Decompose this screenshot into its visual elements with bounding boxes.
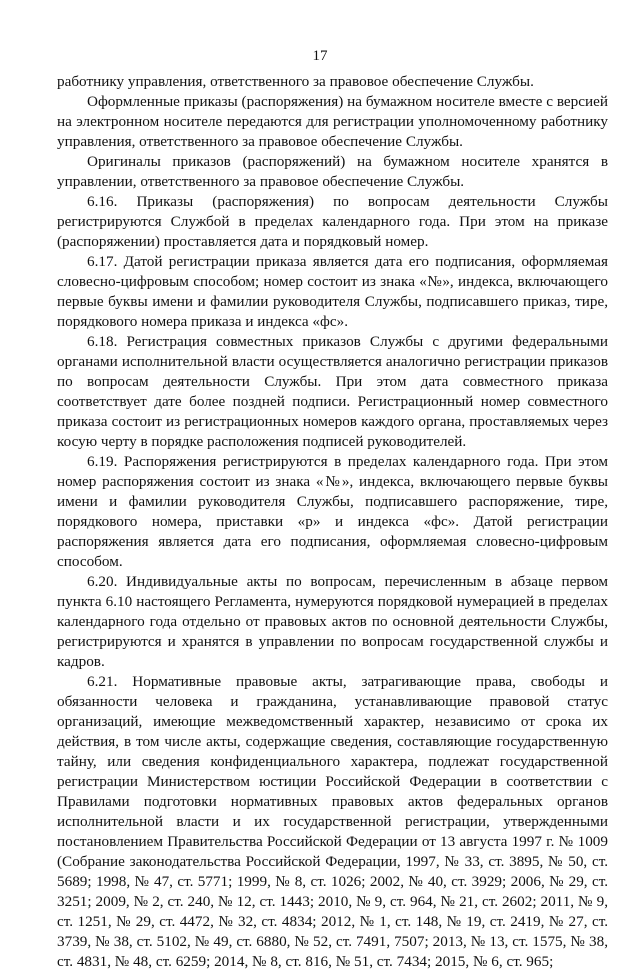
paragraph-6-19: 6.19. Распоряжения регистрируются в пределах календарного года. При этом номер распоряжения состоит из знака «№», индекса, включающего первые буквы имени и фамилии руководителя Службы, подписавшего распоряжение, тире, порядкового номера, приставки «р» и индекса «фс». Датой регистрации распоряжения является дата его подписания, оформляемая словесно-цифровым способом. [57, 453, 608, 570]
paragraph: Оригиналы приказов (распоряжений) на бумажном носителе хранятся в управлении, ответственного за правовое обеспечение Службы. [57, 153, 608, 190]
paragraph-6-17: 6.17. Датой регистрации приказа является дата его подписания, оформляемая словесно-цифровым способом; номер состоит из знака «№», индекса, включающего первые буквы имени и фамилии руководителя Службы, подписавшего приказ, тире, порядкового номера приказа и индекса «фс». [57, 253, 608, 330]
paragraph-6-16: 6.16. Приказы (распоряжения) по вопросам деятельности Службы регистрируются Службой в пределах календарного года. При этом на приказе (распоряжении) проставляется дата и порядковый номер. [57, 193, 608, 250]
document-body [57, 72, 608, 972]
paragraph: Оформленные приказы (распоряжения) на бумажном носителе вместе с версией на электронном носителе передаются для регистрации уполномоченному работнику управления, ответственного за правовое обеспечение Службы. [57, 93, 608, 150]
paragraph-6-21: 6.21. Нормативные правовые акты, затрагивающие права, свободы и обязанности человека и гражданина, устанавливающие правовой статус организаций, имеющие межведомственный характер, независимо от срока их действия, в том числе акты, содержащие сведения, составляющие государственную тайну, или сведения конфиденциального характера, подлежат государственной регистрации Министерством юстиции Российской Федерации в соответствии с Правилами подготовки нормативных правовых актов федеральных органов исполнительной власти и их государственной регистрации, утвержденными постановлением Правительства Российской Федерации от 13 августа 1997 г. № 1009 (Собрание законодательства Российской Федерации, 1997, № 33, ст. 3895, № 50, ст. 5689; 1998, № 47, ст. 5771; 1999, № 8, ст. 1026; 2002, № 40, ст. 3929; 2006, № 29, ст. 3251; 2009, № 2, ст. 240, № 12, ст. 1443; 2010, № 9, ст. 964, № 21, ст. 2602; 2011, № 9, ст. 1251, № 29, ст. 4472, № 32, ст. 4834; 2012, № 1, ст. 148, № 19, ст. 2419, № 27, ст. 3739, № 38, ст. 5102, № 49, ст. 6880, № 52, ст. 7491, 7507; 2013, № 13, ст. 1575, № 38, ст. 4831, № 48, ст. 6259; 2014, № 8, ст. 816, № 51, ст. 7434; 2015, № 6, ст. 965; [57, 673, 608, 970]
paragraph-6-18: 6.18. Регистрация совместных приказов Службы с другими федеральными органами исполнительной власти осуществляется аналогично регистрации приказов по вопросам деятельности Службы. При этом дата совместного приказа соответствует дате более поздней подписи. Регистрационный номер совместного приказа состоит из регистрационных номеров каждого органа, проставляемых через косую черту в порядке расположения подписей руководителей. [57, 333, 608, 450]
paragraph-6-20: 6.20. Индивидуальные акты по вопросам, перечисленным в абзаце первом пункта 6.10 настоящего Регламента, нумеруются порядковой нумерацией в пределах календарного года отдельно от правовых актов по основной деятельности Службы, регистрируются и хранятся в управлении по вопросам государственной службы и кадров. [57, 573, 608, 670]
page-number: 17 [312, 48, 328, 64]
paragraph-continuation: работнику управления, ответственного за правовое обеспечение Службы. [57, 73, 534, 90]
